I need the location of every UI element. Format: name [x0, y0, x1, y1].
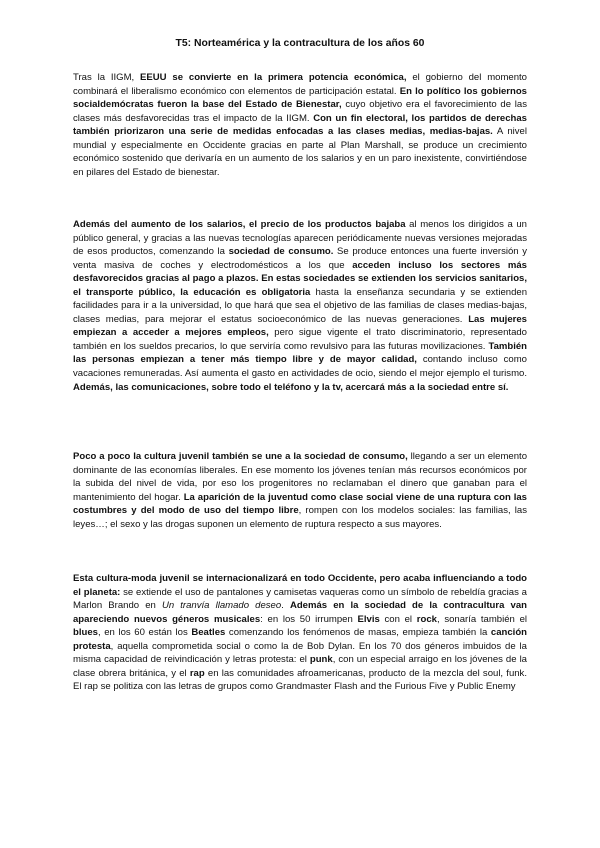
bold-text: blues	[73, 627, 98, 639]
bold-text: Con un fin electoral, los partidos de derechas también priorizaron una serie de medidas enfocadas a las clases medias, medias-bajas.	[73, 112, 527, 138]
bold-text: rap	[189, 667, 205, 679]
text-run: A nivel mundial y especialmente en Occidente gracias en parte al Plan Marshall, se produce un crecimiento económico sostenido que derivaría en un aumento de los salarios y en un paro inexistente, convirtiéndose en pilares del Estado de bienestar.	[73, 126, 527, 178]
paragraph-4	[73, 572, 527, 694]
bold-text: También las personas empiezan a tener más tiempo libre y de mayor calidad,	[73, 340, 527, 366]
text-run: comenzando los fenómenos de masas, empieza también la	[225, 627, 491, 639]
bold-text: Las mujeres empiezan a acceder a mejores empleos,	[73, 313, 527, 339]
text-run: Tras la IIGM,	[73, 72, 141, 83]
italic-text: Un tranvía llamado deseo	[161, 600, 282, 612]
text-run: , con un especial arraigo en los jóvenes de la clase obrera británica, y el	[73, 654, 527, 679]
paragraph-1	[73, 71, 527, 179]
text-run: cuyo objetivo era el favorecimiento de las clases más desfavorecidas tras el impacto de la IIGM.	[73, 99, 527, 124]
bold-text: rock	[416, 613, 437, 625]
text-run: .	[281, 600, 290, 612]
bold-text: Elvis	[357, 613, 380, 625]
text-run: , rompen con los modelos sociales: las familias, las leyes…; el sexo y las drogas suponen un elemento de ruptura respecto a sus mayores.	[73, 505, 527, 530]
text-run: , sonaría también el	[436, 613, 527, 625]
text-run: el gobierno del momento combinará el liberalismo económico con elementos de participación estatal.	[73, 72, 527, 97]
text-run: hasta la enseñanza secundaria y se extienden facilidades para ir a la universidad, lo que hará que sea el objetivo de las familias de clases medias-bajas, clases medias, para mejorar el estatus socioeconómico de las nuevas generaciones.	[73, 286, 528, 325]
text-run: pero sigue vigente el trato discriminatorio, representado también en los sueldos precarios, lo que serviría como revulsivo para las futuras movilizaciones.	[73, 327, 527, 352]
bold-text: Poco a poco la cultura juvenil también se une a la sociedad de consumo,	[73, 451, 408, 462]
bold-text: EEUU se convierte en la primera potencia económica,	[140, 72, 407, 83]
text-run: se extiende el uso de pantalones y camisetas vaqueras como un símbolo de rebeldía gracias a Marlon Brando en	[73, 586, 527, 612]
bold-text: La aparición de la juventud como clase social viene de una ruptura con las costumbres y del modo de uso del tiempo libre	[73, 491, 527, 517]
text-run: llegando a ser un elemento dominante de las economías liberales. En ese momento los jóvenes tenían más recursos económicos por la subida del nivel de vida, por eso los progenitores no reclamaban el dinero que ganaban para el mantenimiento del hogar.	[73, 451, 527, 503]
bold-text: sociedad de consumo.	[228, 246, 334, 258]
paragraph-3	[73, 450, 527, 531]
text-run: al menos los dirigidos a un público general, y gracias a las nuevas tecnologías aparecen periódicamente nuevas versiones mejoradas de esos productos, comenzando la	[73, 219, 527, 258]
bold-text: Además, las comunicaciones, sobre todo el teléfono y la tv, acercará más a la sociedad entre sí.	[73, 381, 509, 393]
paragraph-2	[73, 218, 527, 394]
text-run: contando incluso como vacaciones remuneradas. Así aumenta el gasto en actividades de ocio, siendo el mejor ejemplo el turismo.	[73, 354, 527, 380]
bold-text: En lo político los gobiernos socialdemócratas fueron la base del Estado de Bienestar,	[73, 85, 527, 111]
bold-text: Además del aumento de los salarios, el precio de los productos bajaba	[73, 219, 406, 230]
text-run: , aquella comprometida social o como la de Bob Dylan. En los 70 dos géneros imbuidos de la misma capacidad de reivindicación y letras protesta: el	[73, 640, 527, 666]
bold-text: Además en la sociedad de la contracultura van apareciendo nuevos géneros musicales	[73, 600, 527, 625]
text-run: con el	[379, 613, 417, 625]
bold-text: Beatles	[191, 627, 226, 639]
bold-text: punk	[309, 654, 333, 666]
bold-text: canción protesta	[73, 627, 527, 652]
text-run: : en los 50 irrumpen	[260, 613, 358, 625]
text-run: , en los 60 están los	[97, 627, 192, 639]
document-title: T5: Norteamérica y la contracultura de los años 60	[175, 38, 425, 49]
bold-text: Esta cultura-moda juvenil se internacionalizará en todo Occidente, pero acaba influenciando a todo el planeta:	[73, 573, 527, 598]
bold-text: acceden incluso los sectores más desfavorecidos gracias al pago a plazos. En estas sociedades se extienden los servicios sanitarios, el transporte público, la educación es obligatoria	[73, 259, 527, 298]
text-run: Se produce entonces una fuerte inversión y venta masiva de coches y electrodomésticos a los que	[73, 246, 527, 271]
text-run: en las comunidades afroamericanas, producto de la mezcla del soul, funk. El rap se politiza con las letras de grupos como Grandmaster Flash and the Furious Five y Public Enemy	[73, 667, 527, 693]
